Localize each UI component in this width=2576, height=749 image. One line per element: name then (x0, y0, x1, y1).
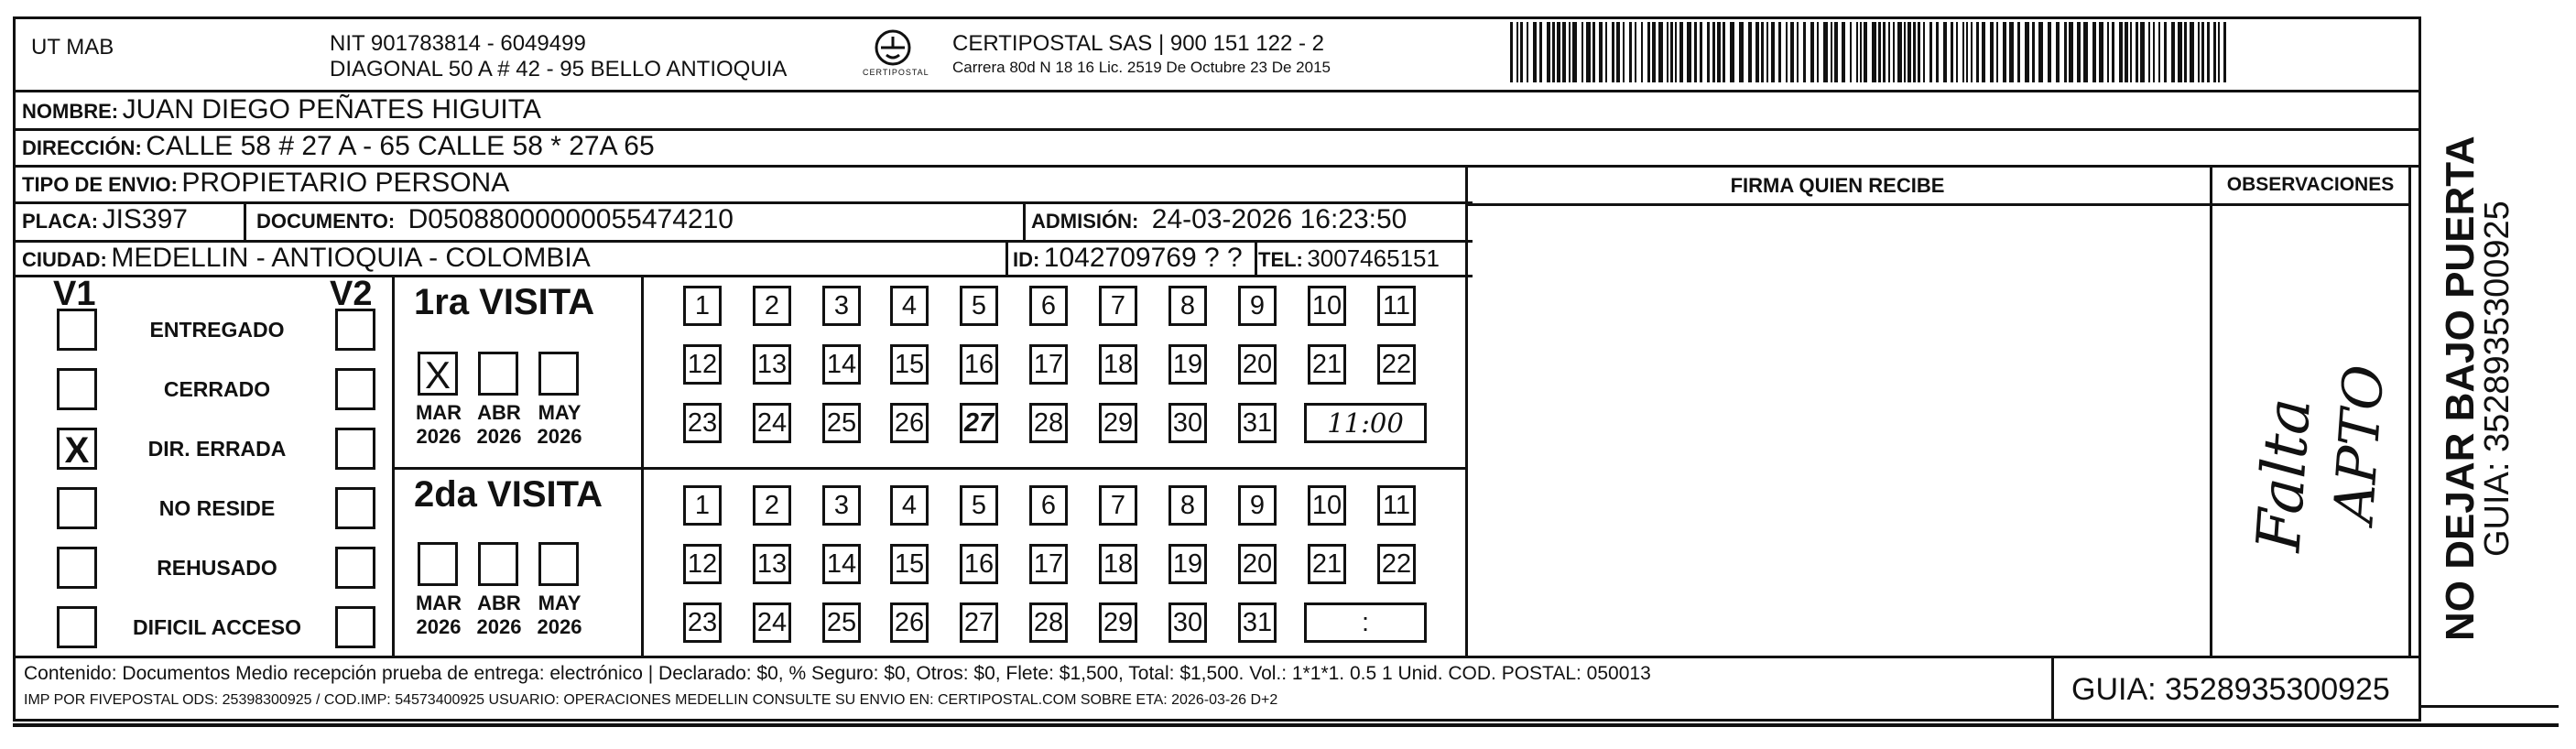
visit1-month-label: ABR (477, 401, 521, 424)
visit2-day-box[interactable]: 22 (1377, 544, 1416, 584)
visit1-year-label: 2026 (476, 425, 522, 448)
visit1-day-box[interactable]: 12 (683, 344, 722, 385)
visit-divider (392, 467, 1468, 470)
visit1-day-box[interactable]: 7 (1099, 286, 1137, 326)
status-v2-checkbox[interactable] (335, 428, 375, 470)
col-divider (2210, 165, 2212, 657)
observaciones-header: OBSERVACIONES (2226, 174, 2395, 195)
footer-contents: Contenido: Documentos Medio recepción prueba de entrega: electrónico | Declarado: $0, % Seguro: $0, Otros: $0, Flete: $1,500, Total: $1,500. Vol.: 1*1*1. 0.5 1 Unid. COD. POSTAL: 050013 (24, 663, 1651, 684)
row-rule (13, 275, 1473, 277)
cell-divider (1023, 201, 1026, 240)
cell-divider (1255, 240, 1257, 277)
documento-value: D05088000000055474210 (408, 204, 734, 234)
visit1-day-box[interactable]: 17 (1029, 344, 1068, 385)
status-v1-checkbox[interactable]: X (57, 428, 97, 470)
visit1-day-box[interactable]: 27 (960, 403, 998, 443)
direccion-label: DIRECCIÓN: (22, 136, 142, 159)
ciudad-row (22, 243, 591, 274)
status-v1-checkbox[interactable] (57, 309, 97, 351)
visit1-day-box[interactable]: 2 (753, 286, 791, 326)
tipo-value: PROPIETARIO PERSONA (181, 168, 510, 198)
visit1-month-label: MAR (415, 401, 462, 424)
status-label: DIR. ERRADA (147, 437, 287, 461)
tel-label: TEL: (1258, 248, 1303, 271)
visit2-month-label: ABR (477, 592, 521, 614)
visit2-day-box[interactable]: 24 (753, 602, 791, 643)
cell-divider (244, 201, 246, 240)
visit2-day-box[interactable]: 14 (822, 544, 861, 584)
visit2-day-box[interactable]: 25 (822, 602, 861, 643)
visit1-month-label: MAY (538, 401, 582, 424)
visit1-month-checkbox[interactable]: X (418, 352, 458, 396)
visit2-year-label: 2026 (416, 615, 462, 638)
visit2-title: 2da VISITA (414, 474, 603, 515)
visit1-year-label: 2026 (416, 425, 462, 448)
visit1-day-box[interactable]: 30 (1168, 403, 1207, 443)
visit2-day-box[interactable]: 11 (1377, 485, 1416, 526)
id-row (1013, 243, 1243, 274)
visit2-day-box[interactable]: 9 (1238, 485, 1277, 526)
visit2-day-box[interactable]: 19 (1168, 544, 1207, 584)
observation-word: Falta (2243, 396, 2325, 554)
col-divider (2408, 165, 2411, 657)
visit1-day-box[interactable]: 4 (890, 286, 929, 326)
visit1-month-checkbox[interactable] (478, 352, 518, 396)
cell-divider (2051, 656, 2054, 722)
visit2-day-box[interactable]: 10 (1308, 485, 1346, 526)
id-label: ID: (1013, 248, 1040, 271)
visit2-day-box[interactable]: 2 (753, 485, 791, 526)
admision-row (1031, 204, 1407, 235)
visit1-day-box[interactable]: 13 (753, 344, 791, 385)
status-label: REHUSADO (157, 556, 277, 580)
v2-header: V2 (330, 275, 373, 313)
firma-header: FIRMA QUIEN RECIBE (1730, 174, 1945, 197)
status-v1-checkbox[interactable] (57, 368, 97, 410)
footer-print-info: IMP POR FIVEPOSTAL ODS: 25398300925 / COD.IMP: 54573400925 USUARIO: OPERACIONES MEDELLIN CONSULTE SU ENVIO EN: CERTIPOSTAL.COM SOBRE ETA: 2026-03-26 D+2 (24, 692, 1278, 708)
visit2-day-box[interactable]: 30 (1168, 602, 1207, 643)
col-divider (641, 275, 644, 657)
tel-value: 3007465151 (1307, 244, 1440, 272)
visit2-month-checkbox[interactable] (478, 542, 518, 586)
nombre-value: JUAN DIEGO PEÑATES HIGUITA (122, 94, 541, 125)
ciudad-label: CIUDAD: (22, 248, 107, 271)
no-dejar-text: NO DEJAR BAJO PUERTA (2438, 136, 2483, 641)
visit2-day-box[interactable]: 5 (960, 485, 998, 526)
visit1-day-box[interactable]: 6 (1029, 286, 1068, 326)
visit2-month-checkbox[interactable] (538, 542, 579, 586)
visit1-day-box[interactable]: 3 (822, 286, 861, 326)
placa-row (22, 204, 188, 235)
status-v2-checkbox[interactable] (335, 606, 375, 648)
visit1-day-box[interactable]: 28 (1029, 403, 1068, 443)
visit1-title: 1ra VISITA (414, 282, 595, 322)
visit1-day-box[interactable]: 5 (960, 286, 998, 326)
status-label: ENTREGADO (149, 318, 285, 342)
observation-note (2234, 363, 2397, 595)
direccion-row (22, 131, 655, 162)
admision-label: ADMISIÓN: (1031, 210, 1139, 233)
footer-rule (13, 656, 2421, 658)
visit1-day-box[interactable]: 24 (753, 403, 791, 443)
observation-word: APTO (2321, 363, 2397, 526)
visit1-day-box[interactable]: 19 (1168, 344, 1207, 385)
status-v2-checkbox[interactable] (335, 487, 375, 529)
footer-guia: GUIA: 3528935300925 (2071, 672, 2390, 707)
visit2-day-box[interactable]: 8 (1168, 485, 1207, 526)
certipostal-logo (861, 27, 929, 84)
tipo-row (22, 168, 509, 199)
sender-address: DIAGONAL 50 A # 42 - 95 BELLO ANTIOQUIA (330, 57, 788, 81)
visit1-day-box[interactable]: 11 (1377, 286, 1416, 326)
visit2-day-box[interactable]: 12 (683, 544, 722, 584)
visit1-day-box[interactable]: 31 (1238, 403, 1277, 443)
bottom-edge (13, 723, 2559, 727)
visit2-time-box[interactable]: : (1304, 602, 1427, 643)
status-v1-checkbox[interactable] (57, 487, 97, 529)
documento-label: DOCUMENTO: (256, 210, 396, 233)
placa-value: JIS397 (102, 204, 188, 234)
visit1-time-box[interactable]: 11:00 (1304, 403, 1427, 443)
nombre-row (22, 94, 541, 125)
visit1-day-box[interactable]: 9 (1238, 286, 1277, 326)
status-v1-checkbox[interactable] (57, 606, 97, 648)
visit2-day-box[interactable]: 28 (1029, 602, 1068, 643)
ciudad-value: MEDELLIN - ANTIOQUIA - COLOMBIA (111, 243, 591, 273)
visit2-day-box[interactable]: 31 (1238, 602, 1277, 643)
visit1-day-box[interactable]: 21 (1308, 344, 1346, 385)
visit1-day-box[interactable]: 1 (683, 286, 722, 326)
status-v2-checkbox[interactable] (335, 547, 375, 589)
row-rule (1465, 203, 2410, 206)
status-v2-checkbox[interactable] (335, 309, 375, 351)
placa-label: PLACA: (22, 210, 99, 233)
visit1-day-box[interactable]: 18 (1099, 344, 1137, 385)
visit2-day-box[interactable]: 3 (822, 485, 861, 526)
col-divider (1465, 165, 1468, 657)
v1-header: V1 (53, 275, 96, 313)
visit2-day-box[interactable]: 16 (960, 544, 998, 584)
visit1-day-box[interactable]: 29 (1099, 403, 1137, 443)
visit1-year-label: 2026 (537, 425, 582, 448)
documento-row (256, 204, 734, 235)
visit1-day-box[interactable]: 10 (1308, 286, 1346, 326)
visit1-day-box[interactable]: 20 (1238, 344, 1277, 385)
visit2-day-box[interactable]: 26 (890, 602, 929, 643)
visit1-day-box[interactable]: 15 (890, 344, 929, 385)
visit2-year-label: 2026 (476, 615, 522, 638)
visit1-day-box[interactable]: 26 (890, 403, 929, 443)
visit2-month-checkbox[interactable] (418, 542, 458, 586)
visit2-day-box[interactable]: 13 (753, 544, 791, 584)
status-label: CERRADO (163, 377, 271, 401)
admision-value: 24-03-2026 16:23:50 (1151, 204, 1408, 234)
status-v1-checkbox[interactable] (57, 547, 97, 589)
visit1-day-box[interactable]: 23 (683, 403, 722, 443)
col-divider (392, 275, 395, 657)
cell-divider (1005, 240, 1008, 277)
visit2-month-label: MAR (415, 592, 462, 614)
carrier-name: CERTIPOSTAL SAS | 900 151 122 - 2 (952, 31, 1324, 56)
visit2-day-box[interactable]: 21 (1308, 544, 1346, 584)
visit2-day-box[interactable]: 7 (1099, 485, 1137, 526)
right-edge (2421, 705, 2559, 708)
tel-row (1258, 244, 1440, 273)
nombre-label: NOMBRE: (22, 100, 119, 123)
barcode (1506, 20, 2230, 86)
id-value: 1042709769 ? ? (1043, 243, 1243, 273)
visit1-day-box[interactable]: 8 (1168, 286, 1207, 326)
visit2-day-box[interactable]: 6 (1029, 485, 1068, 526)
side-guia: GUIA: 3528935300925 (2478, 201, 2516, 557)
visit2-day-box[interactable]: 1 (683, 485, 722, 526)
tipo-label: TIPO DE ENVIO: (22, 173, 178, 196)
visit1-day-box[interactable]: 14 (822, 344, 861, 385)
visit2-day-box[interactable]: 17 (1029, 544, 1068, 584)
carrier-license: Carrera 80d N 18 16 Lic. 2519 De Octubre 23 De 2015 (952, 59, 1331, 76)
visit1-day-box[interactable]: 16 (960, 344, 998, 385)
visit2-month-label: MAY (538, 592, 582, 614)
visit1-day-box[interactable]: 25 (822, 403, 861, 443)
visit2-day-box[interactable]: 4 (890, 485, 929, 526)
company-name: UT MAB (31, 35, 114, 60)
visit2-day-box[interactable]: 23 (683, 602, 722, 643)
logo-caption: CERTIPOSTAL (863, 68, 929, 77)
visit1-day-box[interactable]: 22 (1377, 344, 1416, 385)
visit2-day-box[interactable]: 18 (1099, 544, 1137, 584)
status-label: DIFICIL ACCESO (132, 615, 301, 639)
status-v2-checkbox[interactable] (335, 368, 375, 410)
nit-text: NIT 901783814 - 6049499 (330, 31, 586, 56)
visit2-day-box[interactable]: 29 (1099, 602, 1137, 643)
visit2-day-box[interactable]: 27 (960, 602, 998, 643)
header-rule (13, 90, 2421, 92)
visit2-day-box[interactable]: 15 (890, 544, 929, 584)
visit2-year-label: 2026 (537, 615, 582, 638)
direccion-value: CALLE 58 # 27 A - 65 CALLE 58 * 27A 65 (146, 131, 655, 161)
visit2-day-box[interactable]: 20 (1238, 544, 1277, 584)
status-label: NO RESIDE (158, 496, 276, 520)
visit1-month-checkbox[interactable] (538, 352, 579, 396)
